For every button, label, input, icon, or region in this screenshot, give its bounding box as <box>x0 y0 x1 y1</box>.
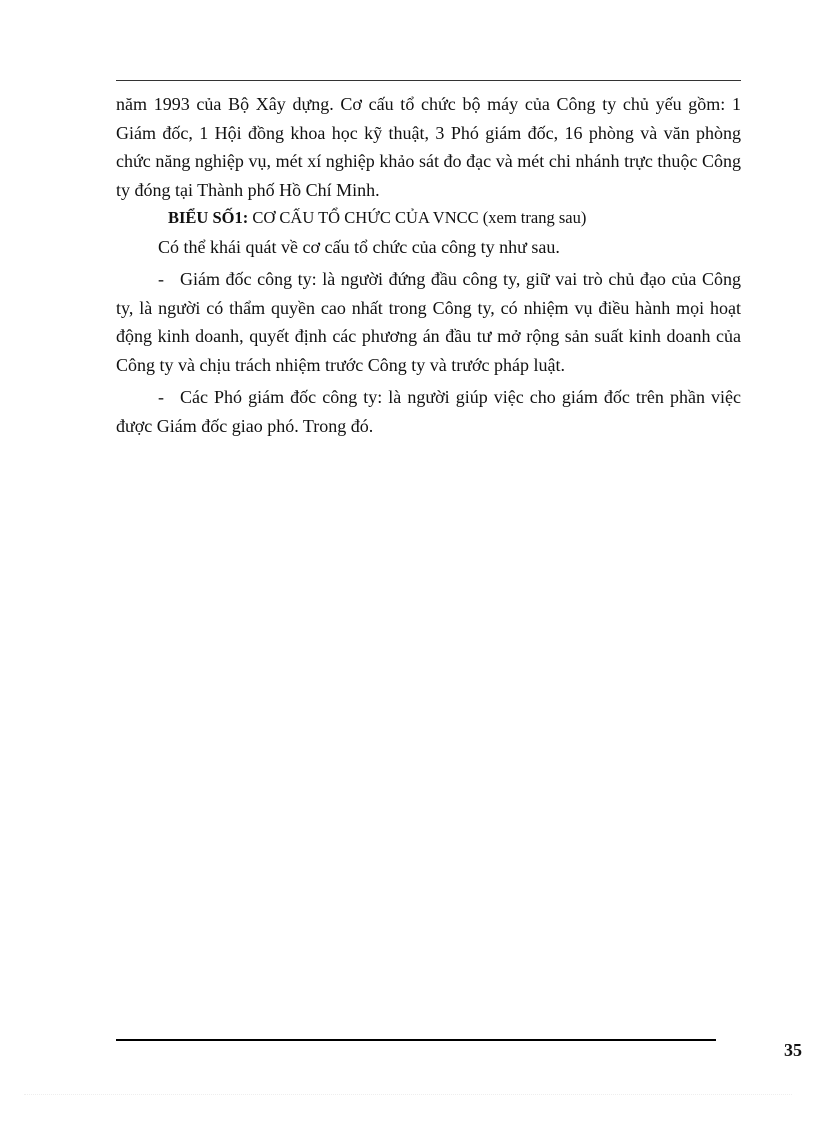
chart-reference <box>116 204 741 233</box>
bullet-deputy-directors <box>116 383 741 440</box>
bullet-dash: - <box>158 269 164 289</box>
chart-reference-label: BIỂU SỐ1: <box>168 208 249 227</box>
paragraph-company-structure: năm 1993 của Bộ Xây dựng. Cơ cấu tổ chức bộ máy của Công ty chủ yếu gồm: 1 Giám đốc, 1 Hội đồng khoa học kỹ thuật, 3 Phó giám đốc, 16 phòng và văn phòng chức năng nghiệp vụ, mét xí nghiệp khảo sát đo đạc và mét chi nhánh trực thuộc Công ty đóng tại Thành phố Hồ Chí Minh. <box>116 94 741 200</box>
footer-dotted-line <box>24 1094 792 1095</box>
bullet-deputy-directors-text: Các Phó giám đốc công ty: là người giúp việc cho giám đốc trên phần việc được Giám đốc giao phó. Trong đó. <box>116 387 741 436</box>
header-rule <box>116 80 741 81</box>
page-body <box>116 90 741 440</box>
bullet-director-text: Giám đốc công ty: là người đứng đầu công ty, giữ vai trò chủ đạo của Công ty, là người có thẩm quyền cao nhất trong Công ty, có nhiệm vụ điều hành mọi hoạt động kinh doanh, quyết định các phương án đầu tư mở rộng sản suất kinh doanh của Công ty và chịu trách nhiệm trước Công ty và trước pháp luật. <box>116 269 741 375</box>
bullet-dash: - <box>158 387 164 407</box>
footer-rule <box>116 1039 716 1041</box>
page-number: 35 <box>784 1040 802 1060</box>
chart-reference-title: CƠ CẤU TỔ CHỨC CỦA VNCC <box>252 208 479 227</box>
bullet-director <box>116 265 741 379</box>
paragraph-intro: Có thể khái quát về cơ cấu tổ chức của công ty như sau. <box>158 236 560 257</box>
chart-reference-note: (xem trang sau) <box>482 208 587 227</box>
